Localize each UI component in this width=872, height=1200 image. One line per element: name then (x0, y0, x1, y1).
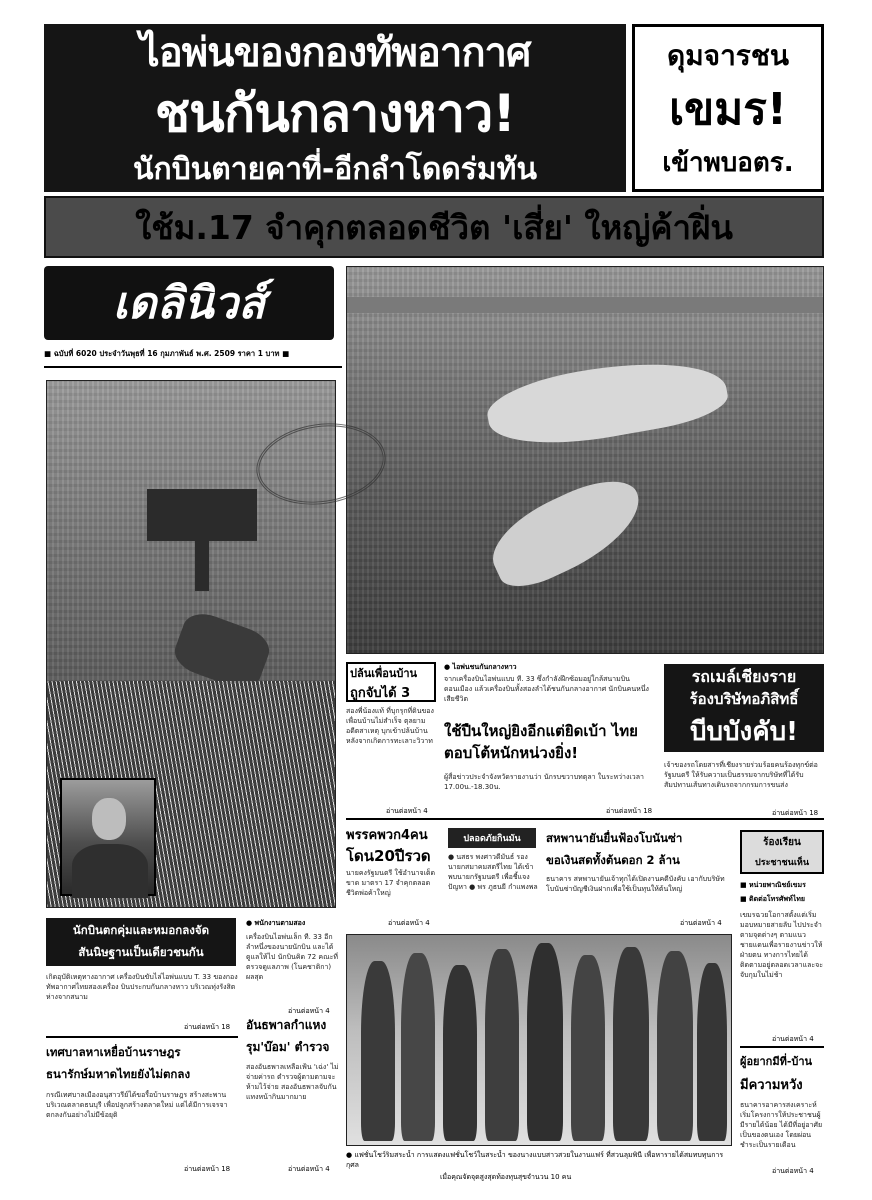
horizon-trucks (347, 297, 824, 313)
khmer-text: เขมรฉวยโอกาสตั้งแต่เริ่ม มอบหมายสายลับ ไปประจำตามจุดต่างๆ ตามแนวชายแดนเพื่อรายงานข่าวให้ฝ่ายตน ทางการไทยได้ติดตามอยู่ตลอดเวลาและจะจับกุมในไม่ช้า (740, 911, 824, 979)
chiangrai-headline-1: รถเมล์เชียงราย (691, 666, 797, 686)
neighbor-continue: อ่านต่อหน้า 4 (386, 807, 428, 815)
deadline-text: ผู้สื่อข่าวประจำจังหวัดรายงานว่า นักรบขวาบทตุลา ในระหว่างเวลา 17.00น.-18.30น. (444, 773, 644, 791)
khmer-line-1: ■ หน่วยพาณิชย์เขมร (740, 881, 806, 889)
jet-text: เครื่องบินไอพ่นเล็ก ที. 33 อีกลำหนึ่งของนายนักบิน และได้ดูแลให้ไป นักบินคิด 72 คณะที่ตรวจดูแลภาพ (โนคชาติกา) ผลสุด (246, 933, 338, 981)
chiangrai-headline-3: บีบบังคับ! (690, 716, 798, 747)
party-text: นายคงรัฐมนตรี ใช้อำนาจเด็ดขาด มาตรา 17 จำคุกตลอดชีวิตพ่อค้าใหญ่ (346, 869, 436, 897)
portrait-shoulders (72, 844, 148, 898)
complaint-box-label-2: ประชาชนเห็น (755, 858, 809, 868)
wreckage-shape (483, 347, 732, 458)
main-headline-line-1: ไอพ่นของกองทัพอากาศ (139, 30, 531, 76)
market-text: กรณีเทศบาลเมืองอนุสาวรีย์ได้ขอรื้อบ้านราษฎร สร้างสะพาน บริเวณตลาดธนบุรี เพื่อปลูกสร้างตลาดใหม่ แต่ได้มีการเจรจาตกลงกันอย่างไม่มีข้อยุติ (46, 1091, 228, 1119)
police-text: สองอันธพาลเหลือเฟ้น 'เฉ่ง' ไม่จ่ายค่ารถ ตำรวจผู้ตามตามจะห้ามไว้จ่าย สองอันธพาลจับกัน แทงหน้ากินมากมาย (246, 1063, 339, 1101)
chart-text: ● นสธร พงศาวดีมันธ์ รองนายกสมาคมสตรีไทย ได้เข้าพบนายกรัฐมนตรี เพื่อชี้แจงปัญหา ● พร ภูธนยี กำแพงพล (448, 853, 538, 891)
market-continue: อ่านต่อหน้า 18 (184, 1165, 231, 1173)
party-headline-1: พรรคพวก4คน (346, 828, 428, 843)
jet-kicker: ● พนักงานตามสอง (246, 919, 306, 927)
side-headline-line-3: เข้าพบอตร. (662, 147, 794, 178)
issue-rule (44, 366, 342, 368)
party-headline-2: โดน20ปีรวด (346, 847, 431, 865)
pilot-box-line-1: นักบินตกคุ่มและหมอกลงจัด (72, 923, 210, 937)
party-continue: อ่านต่อหน้า 4 (388, 919, 430, 927)
model-figure-4 (485, 949, 519, 1141)
model-figure-8 (657, 951, 693, 1141)
pilot-text: เกิดอุบัติเหตุทางอากาศ เครื่องบินขับไล่ไอพ่นแบบ T. 33 ของกองทัพอากาศไทยสองเครื่อง บินประกบกันกลางหาว บริเวณทุ่งรังสิต ห่างจากสนาม (46, 973, 238, 1001)
chiangrai-continue: อ่านต่อหน้า 18 (772, 809, 819, 817)
crash-kicker: ● ไอพ่นชนกันกลางหาว (444, 663, 517, 671)
homeless-headline-1: ผู้อยากมีที่-บ้าน (740, 1055, 813, 1068)
pilot-box-line-2: สันนิษฐานเป็นเดียวชนกัน (78, 945, 204, 959)
model-figure-6 (571, 955, 605, 1141)
right-rule (740, 1046, 824, 1048)
homeless-text: ธนาคารอาคารสงเคราะห์ เริ่มโครงการให้ประชาชนผู้มีรายได้น้อย ได้มีที่อยู่อาศัยเป็นของตนเอง โดยผ่อนชำระเป็นรายเดือน (740, 1101, 823, 1149)
banner-headline: ใช้ม.17 จำคุกตลอดชีวิต 'เสี่ย' ใหญ่ค้าฝิ่น (135, 207, 733, 247)
mid-rule (346, 818, 824, 820)
tower-shape (147, 489, 257, 541)
model-figure-9 (697, 963, 727, 1141)
khmer-line-2: ■ ติดต่อโทรศัพท์ไทย (740, 895, 805, 903)
fashion-show-photo (346, 934, 732, 1146)
model-figure-7 (613, 947, 649, 1141)
tower-leg (195, 541, 209, 591)
crash-wreckage-photo (346, 266, 824, 654)
neighbor-text: สองพี่น้องแท้ ที่บุกรุกที่ดินของเพื่อนบ้านไม่สำเร็จ ตุลยามอดีตสาเหตุ บุกเข้าปล้นบ้าน หลังจากเกิดการทะเลาะวิวาท (346, 707, 434, 745)
neighbor-headline-2: ถูกจับได้ 3 (350, 686, 411, 701)
side-headline-line-1: ดุมจารชน (667, 39, 789, 72)
wreckage-shape-2 (480, 466, 655, 597)
fashion-caption-2: เมื่อคุณจัดจุดสูงสุดท้องทุนสุขจำนวน 10 คน (440, 1173, 572, 1181)
deadline-continue: อ่านต่อหน้า 18 (606, 807, 653, 815)
bank-headline-2: ขอเงินสดทั้งต้นดอก 2 ล้าน (546, 853, 680, 867)
newspaper-logo: เดลินิวส์ (112, 278, 266, 329)
chart-kicker: ปลอดภัยกินมัน (463, 834, 521, 844)
left-rule (46, 1036, 238, 1038)
pilot-continue: อ่านต่อหน้า 18 (184, 1023, 231, 1031)
portrait-head (92, 798, 126, 840)
model-figure-2 (401, 953, 435, 1141)
deadline-headline: ใช้ปืนใหญ่ยิงอีกแต่ยิดเบ้า ไทยตอบโต้หนักหน่วงยิ่ง! (444, 722, 638, 762)
police-headline-1: อันธพาลกำแหง (246, 1018, 327, 1032)
issue-line: ■ ฉบับที่ 6020 ประจำวันพุธที่ 16 กุมภาพันธ์ พ.ศ. 2509 ราคา 1 บาท ■ (44, 349, 290, 358)
model-figure-5 (527, 943, 563, 1141)
homeless-continue: อ่านต่อหน้า 4 (772, 1167, 814, 1175)
fashion-caption: ● แฟชั่นโชว์ริมสระน้ำ การแสดงแฟชั่นโชว์ในสระน้ำ ของนางแบบสาวสวยในงานแฟร์ ที่สวนลุมพินี เพื่อหารายได้สมทบทุนการกุศล (346, 1151, 724, 1169)
jet-continue: อ่านต่อหน้า 4 (288, 1007, 330, 1015)
khmer-continue: อ่านต่อหน้า 4 (772, 1035, 814, 1043)
main-headline-line-3: นักบินตายคาที่-อีกลำโดดร่มทัน (133, 151, 537, 187)
bank-text: ธนาคาร สหพานายันเจ้าทุกได้เปิดงานคดีบังคับ เอากับบริษัทโบนันซ่าบัญชีเงินฝากเพื่อใช้เป็นทุนให้ต้นใหญ่ (546, 875, 725, 893)
neighbor-headline-1: ปล้นเพื่อนบ้าน (350, 667, 418, 680)
chiangrai-text: เจ้าของรถโดยสารที่เชียงรายร่วมร้อยคนร้องทุกข์ต่อรัฐมนตรี ให้รับความเป็นธรรมจากบริษัทที่ได้รับสัมปทานเส้นทางเดินรถจากกรมการขนส่ง (664, 761, 818, 789)
side-headline-line-2: เขมร! (669, 84, 787, 135)
bank-headline-1: สหพานายันยื่นฟ้องโบนันซ่า (546, 831, 683, 845)
crash-text: จากเครื่องบินไอพ่นแบบ ที. 33 ซึ่งกำลังฝึกซ้อมอยู่ใกล้สนามบินดอนเมือง แล้วเครื่องบินทั้งสองลำได้ชนกันกลางอากาศ นักบินคนหนึ่งเสียชีวิต (444, 675, 649, 703)
bank-continue: อ่านต่อหน้า 4 (680, 919, 722, 927)
police-headline-2: รุม'บ๊อม' ตำรวจ (246, 1040, 330, 1054)
main-headline-line-2: ชนกันกลางหาว! (154, 83, 516, 144)
model-figure-3 (443, 965, 477, 1141)
complaint-box-label-1: ร้องเรียน (763, 836, 801, 848)
pilot-portrait-photo (60, 778, 156, 896)
market-headline-2: ธนารักษ์มหาดไทยยังไม่ตกลง (46, 1067, 191, 1081)
chiangrai-headline-2: ร้องบริษัทอภิสิทธิ์ (689, 690, 799, 708)
model-figure-1 (361, 961, 395, 1141)
market-headline-1: เทศบาลหาเหยื่อบ้านราษฎร (46, 1045, 181, 1059)
homeless-headline-2: มีความหวัง (740, 1078, 803, 1093)
police-continue: อ่านต่อหน้า 4 (288, 1165, 330, 1173)
